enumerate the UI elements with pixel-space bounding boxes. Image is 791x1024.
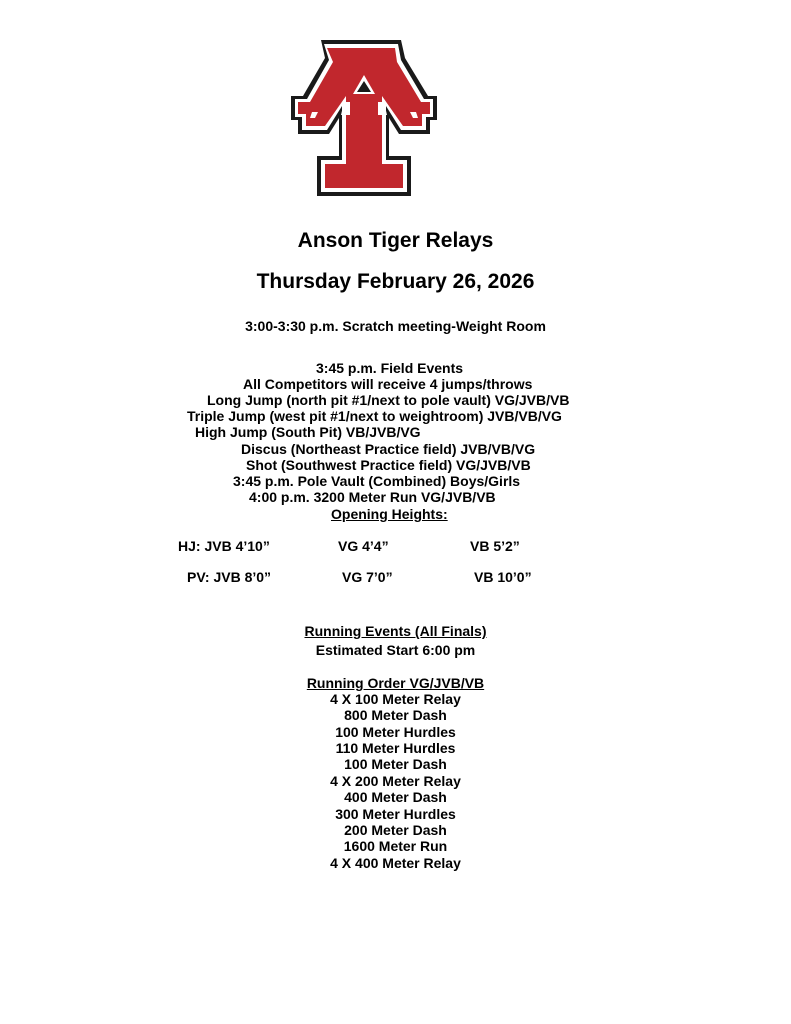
- scratch-meeting: 3:00-3:30 p.m. Scratch meeting-Weight Room: [245, 318, 546, 334]
- hj-vb-height: VB 5’2”: [470, 538, 520, 554]
- running-event: 100 Meter Dash: [344, 756, 447, 772]
- field-event-discus: Discus (Northeast Practice field) JVB/VB/VG: [241, 441, 536, 457]
- running-event: 800 Meter Dash: [344, 707, 447, 723]
- running-event: 400 Meter Dash: [344, 789, 447, 805]
- running-start-time: Estimated Start 6:00 pm: [315, 642, 476, 658]
- pv-jvb-height: PV: JVB 8’0”: [187, 569, 272, 585]
- running-event: 4 X 100 Meter Relay: [330, 691, 461, 707]
- running-events-heading: Running Events (All Finals): [304, 623, 487, 639]
- field-event-high-jump: High Jump (South Pit) VB/JVB/VG: [195, 424, 421, 440]
- event-title: Anson Tiger Relays: [297, 229, 494, 252]
- running-event: 4 X 400 Meter Relay: [330, 855, 461, 871]
- running-event: 4 X 200 Meter Relay: [330, 773, 461, 789]
- field-event-pole-vault: 3:45 p.m. Pole Vault (Combined) Boys/Girls: [233, 473, 521, 489]
- anson-at-logo: [291, 38, 437, 196]
- running-order-heading: Running Order VG/JVB/VB: [306, 675, 485, 691]
- event-date: Thursday February 26, 2026: [256, 270, 535, 293]
- field-event-triple-jump: Triple Jump (west pit #1/next to weightroom) JVB/VB/VG: [187, 408, 562, 424]
- field-events-note: All Competitors will receive 4 jumps/throws: [243, 376, 533, 392]
- running-event: 200 Meter Dash: [344, 822, 447, 838]
- hj-vg-height: VG 4’4”: [338, 538, 389, 554]
- pv-vg-height: VG 7’0”: [342, 569, 393, 585]
- hj-jvb-height: HJ: JVB 4’10”: [178, 538, 270, 554]
- field-event-long-jump: Long Jump (north pit #1/next to pole vault) VG/JVB/VB: [207, 392, 570, 408]
- running-event: 300 Meter Hurdles: [335, 806, 456, 822]
- field-event-shot: Shot (Southwest Practice field) VG/JVB/VB: [246, 457, 531, 473]
- running-event: 1600 Meter Run: [343, 838, 448, 854]
- running-event: 110 Meter Hurdles: [335, 740, 456, 756]
- opening-heights-heading: Opening Heights:: [331, 506, 448, 522]
- field-event-3200: 4:00 p.m. 3200 Meter Run VG/JVB/VB: [249, 489, 496, 505]
- pv-vb-height: VB 10’0”: [474, 569, 532, 585]
- running-event: 100 Meter Hurdles: [335, 724, 456, 740]
- field-events-heading: 3:45 p.m. Field Events: [316, 360, 464, 376]
